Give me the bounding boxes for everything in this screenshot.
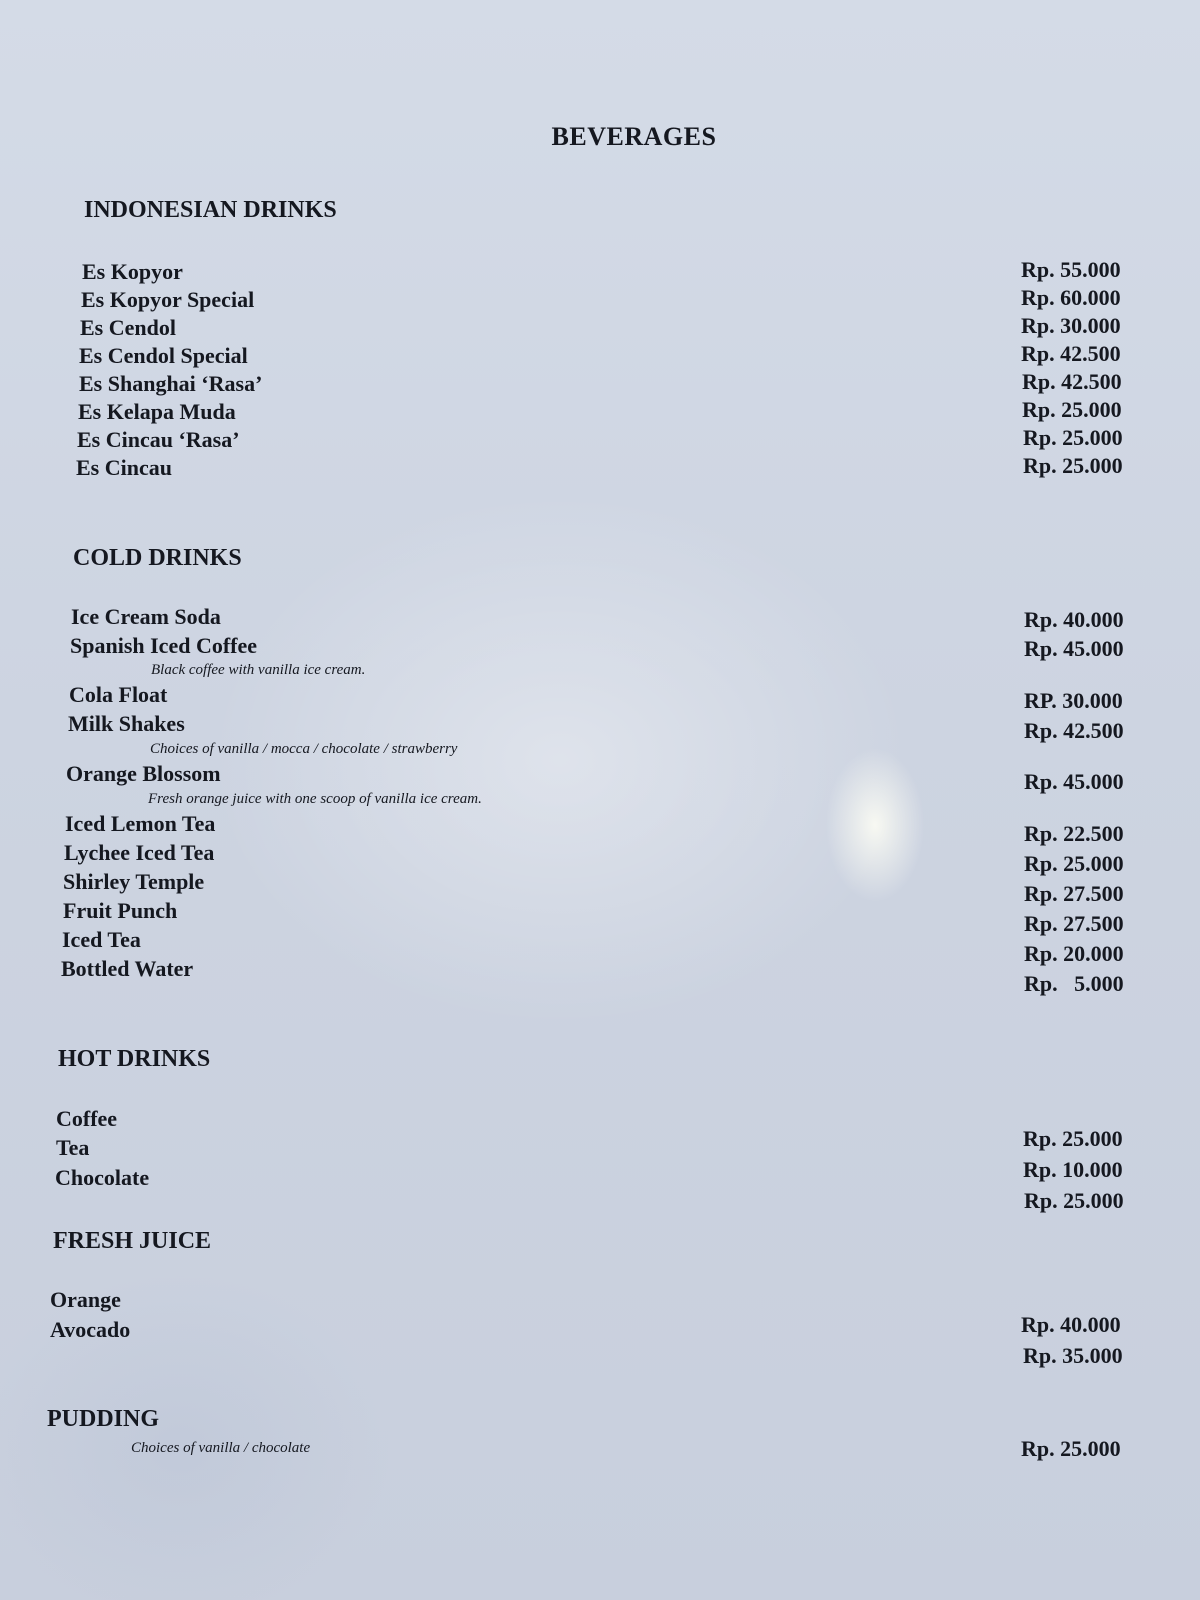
menu-item-name: Cola Float	[69, 682, 168, 707]
menu-item-price: Rp. 5.000	[1024, 971, 1124, 996]
menu-item-description: Choices of vanilla / mocca / chocolate / strawberry	[150, 741, 458, 757]
menu-item-name: Es Cincau	[76, 455, 172, 480]
menu-item-price: Rp. 60.000	[1021, 285, 1121, 310]
menu-item-price: Rp. 22.500	[1024, 821, 1124, 846]
menu-item-name: Lychee Iced Tea	[64, 840, 215, 865]
menu-item-price: Rp. 40.000	[1024, 607, 1124, 632]
menu-item-name: Spanish Iced Coffee	[70, 633, 258, 658]
menu-item-price: Rp. 25.000	[1021, 1436, 1121, 1461]
menu-item-description: Fresh orange juice with one scoop of vanilla ice cream.	[148, 791, 482, 807]
menu-item-name: Es Cendol Special	[79, 343, 248, 368]
menu-item-price: RP. 30.000	[1024, 688, 1123, 713]
menu-item-price: Rp. 45.000	[1024, 769, 1124, 794]
menu-item-name: Ice Cream Soda	[71, 604, 221, 629]
menu-item-name: Iced Tea	[62, 927, 141, 952]
menu-item-name: Orange Blossom	[66, 761, 221, 786]
menu-item-name: Milk Shakes	[68, 711, 185, 736]
menu-item-name: Orange	[50, 1287, 121, 1312]
menu-item-price: Rp. 42.500	[1024, 718, 1124, 743]
section-heading-fresh-juice: FRESH JUICE	[53, 1228, 212, 1254]
menu-item-price: Rp. 25.000	[1024, 851, 1124, 876]
menu-item-name: Fruit Punch	[63, 898, 178, 923]
menu-item-name: Es Cendol	[80, 315, 176, 340]
menu-item-name: Es Cincau ‘Rasa’	[77, 427, 240, 452]
menu-item-price: Rp. 27.500	[1024, 881, 1124, 906]
menu-item-name: Iced Lemon Tea	[65, 811, 216, 836]
section-heading-hot-drinks: HOT DRINKS	[58, 1046, 211, 1072]
section-heading-indonesian-drinks: INDONESIAN DRINKS	[84, 197, 337, 223]
menu-item-price: Rp. 42.500	[1021, 341, 1121, 366]
section-heading-cold-drinks: COLD DRINKS	[73, 545, 242, 571]
menu-item-name: Es Shanghai ‘Rasa’	[79, 371, 263, 396]
menu-item-name: Coffee	[56, 1106, 118, 1131]
menu-item-description: Black coffee with vanilla ice cream.	[151, 662, 366, 678]
menu-item-price: Rp. 30.000	[1021, 313, 1121, 338]
menu-item-name: Avocado	[50, 1317, 131, 1342]
menu-item-price: Rp. 27.500	[1024, 911, 1124, 936]
menu-item-name: Shirley Temple	[63, 869, 205, 894]
menu-item-name: Tea	[56, 1135, 90, 1160]
menu-item-name: Es Kopyor	[82, 259, 183, 284]
menu-item-price: Rp. 25.000	[1023, 453, 1123, 478]
menu-item-name: Chocolate	[55, 1165, 150, 1190]
menu-item-price: Rp. 35.000	[1023, 1343, 1123, 1368]
menu-item-price: Rp. 25.000	[1023, 425, 1123, 450]
menu-item-name: Es Kelapa Muda	[78, 399, 236, 424]
menu-item-name: Es Kopyor Special	[81, 287, 255, 312]
menu-item-description: Choices of vanilla / chocolate	[131, 1440, 311, 1456]
section-heading-pudding: PUDDING	[47, 1406, 159, 1432]
menu-item-price: Rp. 40.000	[1021, 1312, 1121, 1337]
menu-item-price: Rp. 42.500	[1022, 369, 1122, 394]
menu-item-price: Rp. 25.000	[1022, 397, 1122, 422]
menu-item-name: Bottled Water	[61, 956, 194, 981]
menu-title: BEVERAGES	[551, 122, 717, 151]
menu-item-price: Rp. 25.000	[1023, 1126, 1123, 1151]
menu-item-price: Rp. 25.000	[1024, 1188, 1124, 1213]
menu-item-price: Rp. 20.000	[1024, 941, 1124, 966]
menu-item-price: Rp. 55.000	[1021, 257, 1121, 282]
menu-item-price: Rp. 10.000	[1023, 1157, 1123, 1182]
menu-item-price: Rp. 45.000	[1024, 636, 1124, 661]
